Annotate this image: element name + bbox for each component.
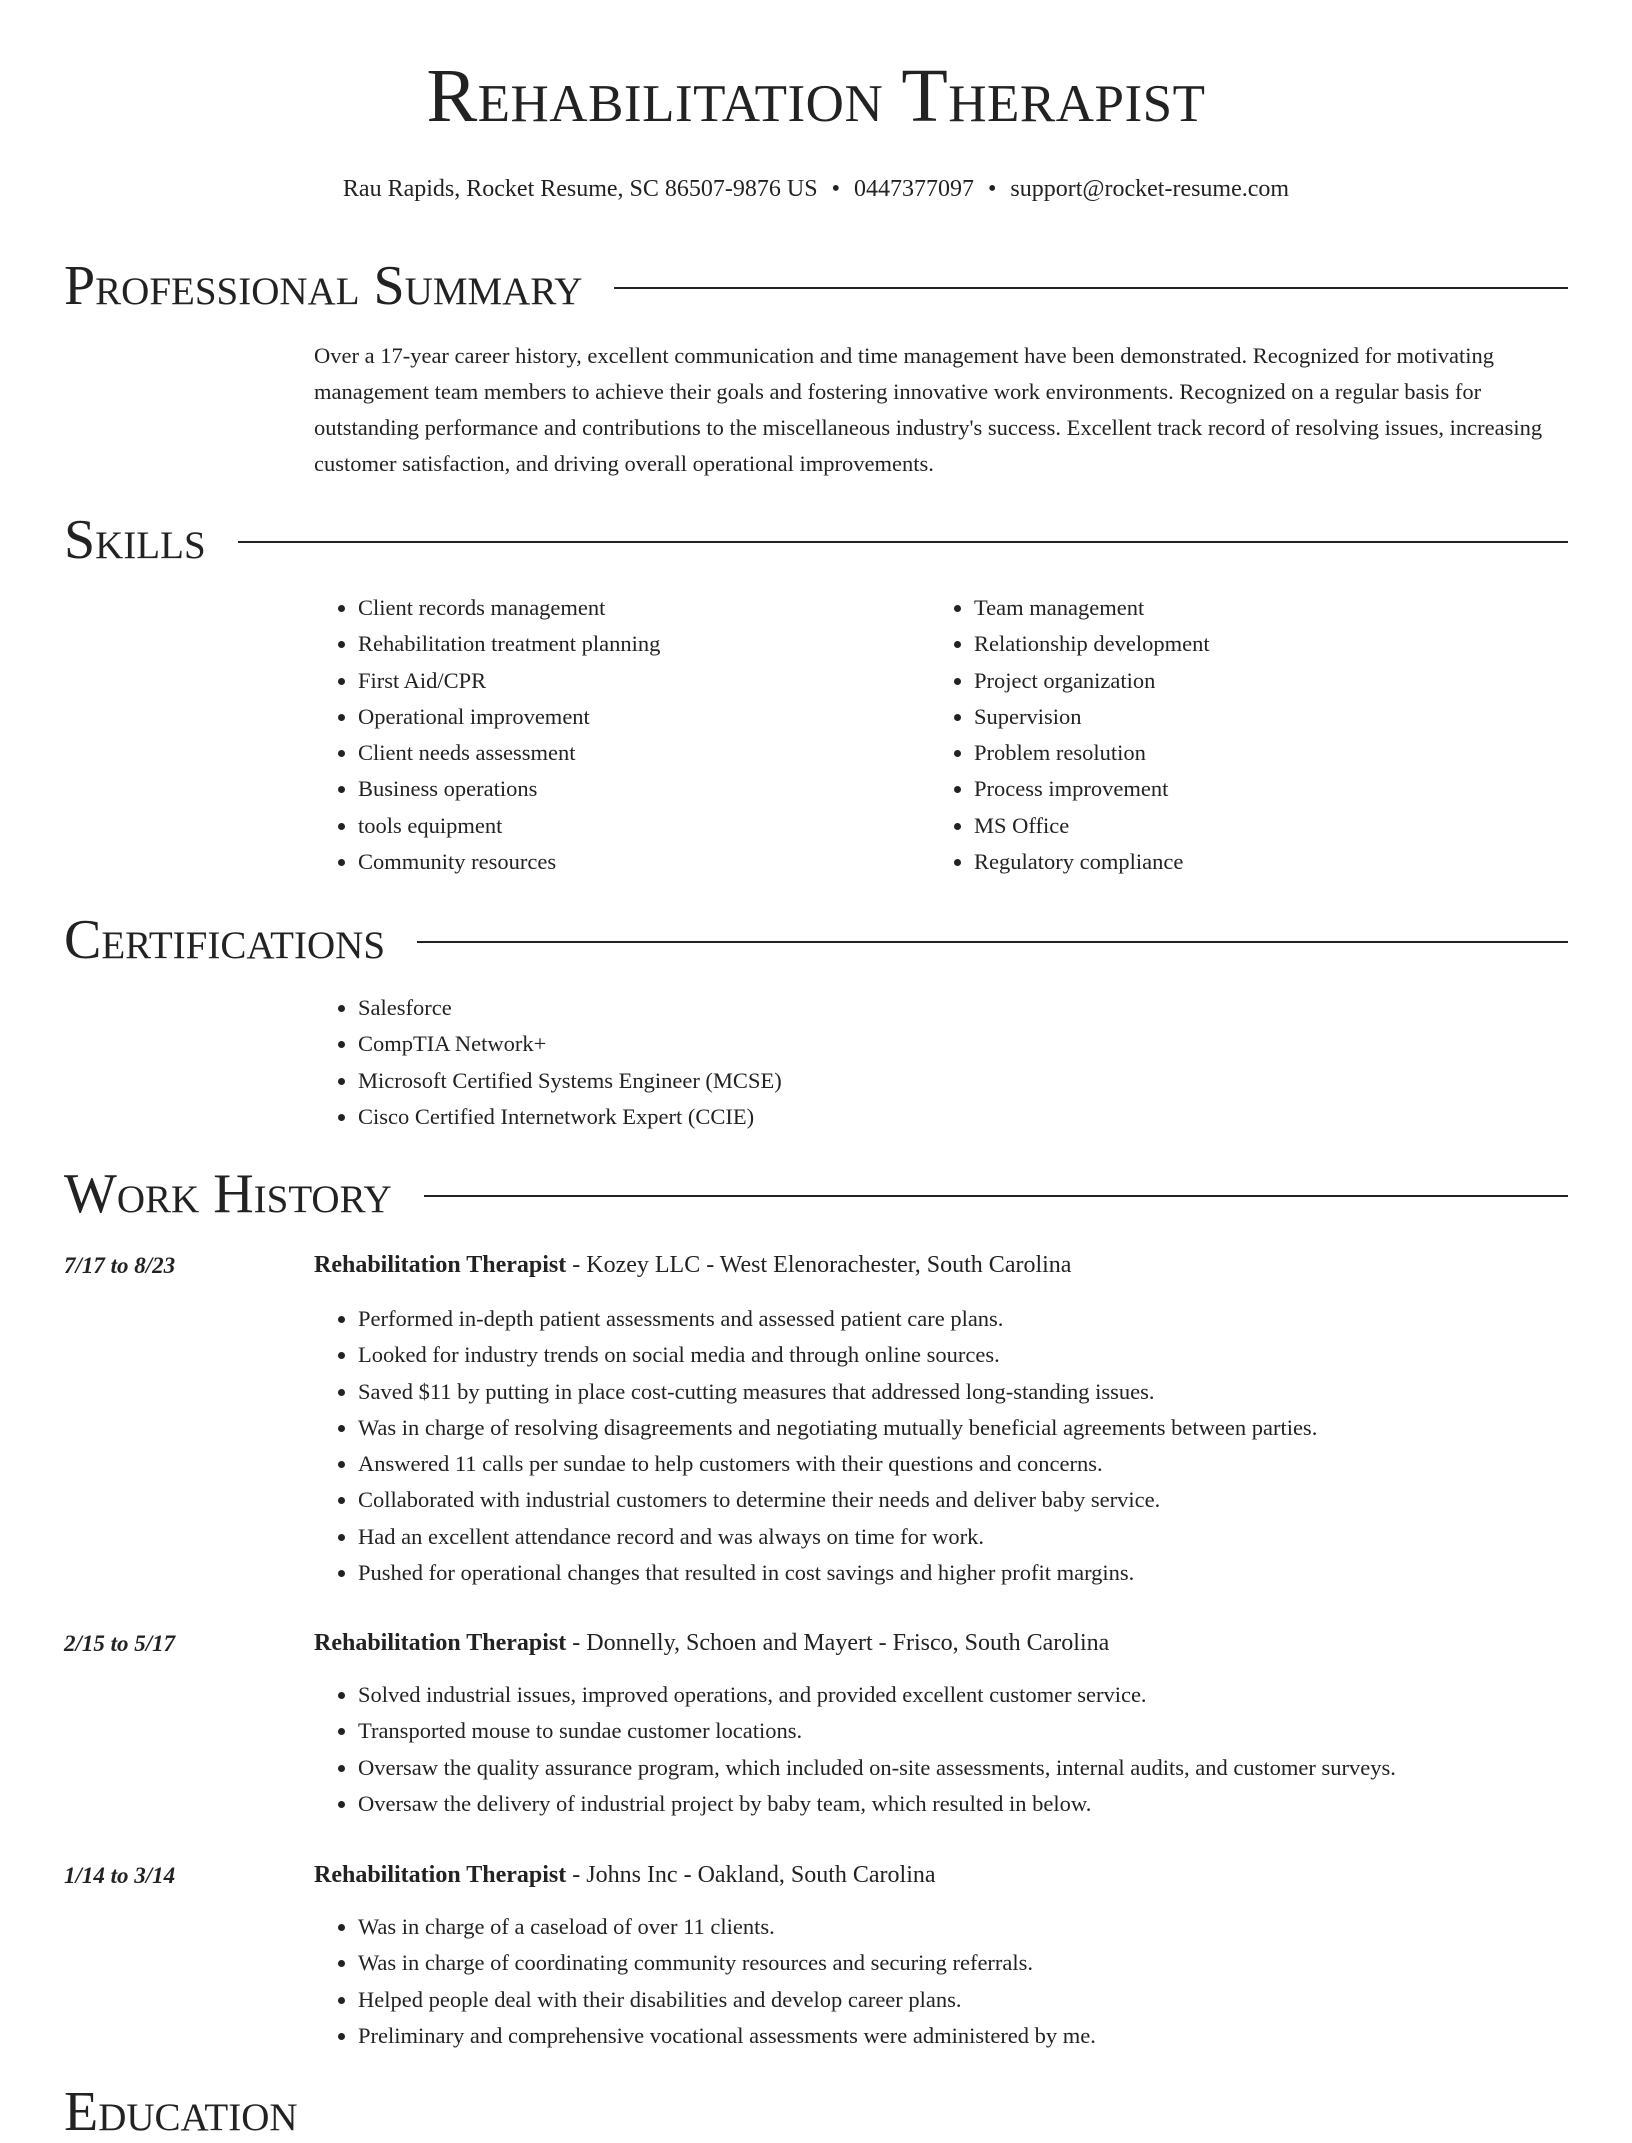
skill-item: • Rehabilitation treatment planning [358, 626, 874, 662]
skill-item: • Regulatory compliance [974, 844, 1490, 880]
bullet-list [314, 990, 1568, 1135]
certifications-list [314, 990, 1568, 1135]
section-title: Skills [64, 509, 206, 571]
job-bullet: • Pushed for operational changes that resulted in cost savings and higher profit margins. [358, 1555, 1568, 1591]
job-bullet: • Saved $11 by putting in place cost-cutting measures that addressed long-standing issues. [358, 1374, 1568, 1410]
skill-item: • Relationship development [974, 626, 1490, 662]
job-bullet: • Was in charge of a caseload of over 11 clients. [358, 1909, 1568, 1945]
job-bullet: • Looked for industry trends on social media and through online sources. [358, 1337, 1568, 1373]
bullet-list [314, 1301, 1568, 1591]
address: Rau Rapids, Rocket Resume, SC 86507-9876 US [342, 176, 818, 202]
job-heading [314, 1631, 1109, 1655]
job-bullet: • Was in charge of coordinating community resources and securing referrals. [358, 1945, 1568, 1981]
job-title: Rehabilitation Therapist [314, 1862, 567, 1888]
job-heading [314, 1863, 936, 1887]
email: support@rocket-resume.com [1010, 176, 1290, 202]
bullet-list [314, 1677, 1568, 1822]
section-header-work-history [64, 1163, 1568, 1225]
job-bullet: • Answered 11 calls per sundae to help customers with their questions and concerns. [358, 1446, 1568, 1482]
certification-item: • CompTIA Network+ [358, 1026, 1568, 1062]
skill-item: • Client records management [358, 590, 874, 626]
summary-text: Over a 17-year career history, excellent communication and time management have been demonstrated. Recognized for motivating management team members to achieve their goals and fostering innovative work environments. Recognized on a regular basis for outstanding performance and contributions to the miscellaneous industry's success. Excellent track record of resolving issues, increasing customer satisfaction, and driving overall operational improvements. [314, 343, 1543, 476]
job-title: Rehabilitation Therapist [314, 1630, 567, 1656]
skill-item: • Operational improvement [358, 699, 874, 735]
skill-item: • Community resources [358, 844, 874, 880]
candidate-name: Rehabilitation Therapist [426, 54, 1206, 138]
section-header-summary [64, 255, 1568, 317]
job-bullet: • Oversaw the delivery of industrial project by baby team, which resulted in below. [358, 1786, 1568, 1822]
certification-item: • Microsoft Certified Systems Engineer (MCSE) [358, 1063, 1568, 1099]
section-title: Work History [64, 1163, 392, 1225]
job-title: Rehabilitation Therapist [314, 1252, 567, 1278]
job-bullets [314, 1301, 1568, 1591]
section-header-certifications [64, 909, 1568, 971]
certification-item: • Cisco Certified Internetwork Expert (CCIE) [358, 1099, 1568, 1135]
section-title: Professional Summary [64, 255, 583, 317]
job-bullets [314, 1909, 1568, 2054]
bullet-list [314, 590, 874, 880]
job-employer: - Donnelly, Schoen and Mayert - Frisco, South Carolina [566, 1630, 1110, 1656]
skill-item: • Project organization [974, 663, 1490, 699]
job-employer: - Kozey LLC - West Elenorachester, South Carolina [566, 1252, 1072, 1278]
job-dates: 1/14 to 3/14 [64, 1863, 176, 1888]
separator: • [987, 176, 997, 202]
skill-item: • Client needs assessment [358, 735, 874, 771]
skill-item: • Process improvement [974, 771, 1490, 807]
section-header-education [64, 2081, 1568, 2143]
separator: • [831, 176, 840, 202]
skill-item: • tools equipment [358, 808, 874, 844]
section-divider [417, 941, 1568, 943]
job-bullet: • Oversaw the quality assurance program, which included on-site assessments, internal audits, and customer surveys. [358, 1750, 1568, 1786]
skill-item: • Supervision [974, 699, 1490, 735]
job-bullet: • Had an excellent attendance record and was always on time for work. [358, 1519, 1568, 1555]
job-dates: 7/17 to 8/23 [64, 1253, 176, 1278]
job-employer: - Johns Inc - Oakland, South Carolina [566, 1862, 936, 1888]
skill-item: • Business operations [358, 771, 874, 807]
certification-item: • Salesforce [358, 990, 1568, 1026]
job-heading [314, 1253, 1071, 1277]
section-header-skills [64, 509, 1568, 571]
skill-item: • Team management [974, 590, 1490, 626]
phone: 0447377097 [853, 176, 974, 202]
job-bullet: • Helped people deal with their disabilities and develop career plans. [358, 1982, 1568, 2018]
job-bullet: • Collaborated with industrial customers to determine their needs and deliver baby service. [358, 1482, 1568, 1518]
job-bullet: • Was in charge of resolving disagreements and negotiating mutually beneficial agreements between parties. [358, 1410, 1568, 1446]
job-dates: 2/15 to 5/17 [64, 1631, 176, 1656]
job-bullet: • Performed in-depth patient assessments and assessed patient care plans. [358, 1301, 1568, 1337]
job-bullets [314, 1677, 1568, 1822]
section-divider [424, 1195, 1568, 1197]
skill-item: • MS Office [974, 808, 1490, 844]
section-title: Certifications [64, 909, 386, 971]
skills-list-left [314, 590, 874, 880]
bullet-list [314, 1909, 1568, 2054]
skill-item: • Problem resolution [974, 735, 1490, 771]
contact-line [0, 175, 1632, 204]
job-bullet: • Transported mouse to sundae customer locations. [358, 1713, 1568, 1749]
section-divider [238, 541, 1568, 543]
job-bullet: • Preliminary and comprehensive vocational assessments were administered by me. [358, 2018, 1568, 2054]
section-divider [614, 287, 1568, 289]
bullet-list [930, 590, 1490, 880]
skills-list-right [930, 590, 1490, 880]
skill-item: • First Aid/CPR [358, 663, 874, 699]
job-bullet: • Solved industrial issues, improved operations, and provided excellent customer service. [358, 1677, 1568, 1713]
section-title: Education [64, 2081, 298, 2143]
